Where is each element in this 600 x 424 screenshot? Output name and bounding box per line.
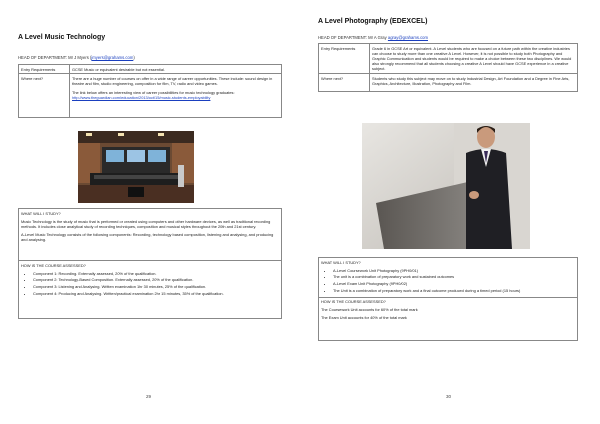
music-guardian-link[interactable]: http://www.theguardian.com/education/2013/oct/15/music-students-employability: [72, 95, 211, 101]
music-study-box: [18, 208, 282, 319]
photo-what-heading: WHAT WILL I STUDY?: [321, 259, 361, 265]
photo-hod-email[interactable]: agray@grahams.com: [387, 35, 428, 40]
music-hod-label: HEAD OF DEPARTMENT: Mr J Myers: [18, 55, 89, 60]
music-what-p2: A-Level Music Technology consists of the following components: Recording, technology based composition, listening and analysing, and producing and analysing.: [21, 232, 274, 243]
photo-study-box: [318, 257, 578, 341]
list-item: • A-Level Coursework Unit Photography (9PH0/01): [333, 268, 575, 273]
photo-assess-p2: The Exam Unit accounts for 40% of the total mark: [321, 315, 407, 321]
music-what-heading: WHAT WILL I STUDY?: [21, 210, 61, 216]
table-row: [19, 74, 282, 118]
photographer-image: [362, 123, 530, 249]
photo-hod-line: [318, 35, 428, 40]
photo-next-label: Where next?: [319, 74, 370, 92]
photo-hod-label: HEAD OF DEPARTMENT: Mr A Gray: [318, 35, 387, 40]
music-entry-text: GCSE Music or equivalent desirable but not essential.: [70, 65, 282, 74]
music-what-p1: Music Technology is the study of music that is performed or created using computers and other hardware devices, as well as traditional recording methods. It includes close analytical study of recording techniques, composition and musical styles throughout the 20th and 21st century.: [21, 218, 271, 229]
list-item: • The unit is a combination of preparatory work and sustained outcomes: [333, 274, 575, 279]
music-tech-title: A Level Music Technology: [18, 34, 106, 41]
photo-entry-label: Entry Requirements: [319, 44, 370, 74]
music-what-section: [19, 209, 281, 261]
photo-study-list: [321, 268, 575, 293]
table-row: [319, 74, 578, 92]
photography-photo: [362, 123, 530, 249]
music-info-table: [18, 64, 282, 118]
table-row: [319, 44, 578, 74]
list-item: • The Unit is a combination of preparatory work and a final outcome produced during a timed period (15 hours): [333, 288, 575, 293]
music-assess-heading: HOW IS THE COURSE ASSESSED?: [21, 262, 86, 268]
page-number-30: 30: [446, 394, 452, 399]
photo-assess-p1: The Coursework Unit accounts for 60% of the total mark: [321, 307, 418, 313]
music-studio-photo: [78, 131, 194, 203]
page-number-29: 29: [146, 394, 152, 399]
music-hod-email[interactable]: jmyers@grahams.com: [91, 55, 134, 60]
photography-title: A Level Photography (EDEXCEL): [318, 18, 428, 25]
music-next-text2: The link below offers an interesting view of career possibilities for music technology graduates:: [72, 90, 235, 96]
list-item: • Component 4: Producing and Analysing. Written/practical examination 2hr 15 minutes, 35% of the qualification.: [33, 291, 279, 296]
photo-assess-heading: HOW IS THE COURSE ASSESSED?: [321, 299, 386, 305]
photo-entry-text: Grade 6 in GCSE Art or equivalent. A Level students who are focused on a future path within the creative industries can choose to study more than one creative A Level. However, it is not possible to study both Photography and Graphic Communication and students would be required to make a choice between these two disciplines. We would also strongly recommend that all students choosing a creative A Level should have GCSE experience in a creative subject.: [370, 44, 578, 74]
music-next-cell: [70, 74, 282, 118]
photo-assess-section: [319, 298, 577, 326]
music-next-label: Where next?: [19, 74, 70, 118]
photo-next-text: Students who study this subject may move on to study Industrial Design, Art Foundation and a Degree in Fine Arts, Graphics, Architecture, Illustration, Photography and Film.: [370, 74, 578, 92]
list-item: • A-Level Exam Unit Photography (9PH0/02): [333, 281, 575, 286]
music-components-list: [21, 271, 279, 296]
music-entry-label: Entry Requirements: [19, 65, 70, 74]
list-item: • Component 3: Listening and Analysing. Written examination 1hr 30 minutes, 25% of the qualification.: [33, 284, 279, 289]
photo-what-section: [319, 258, 577, 298]
page-30: [300, 0, 600, 424]
music-next-text: There are a huge number of courses on offer in a wide range of career opportunities. These include: sound design in theatre and film, studio engineering, composition for film, TV, radio and video games.: [72, 75, 273, 86]
list-item: • Component 1: Recording. Externally assessed, 20% of the qualification.: [33, 271, 279, 276]
table-row: [19, 65, 282, 74]
music-assess-section: [19, 261, 281, 299]
music-hod-line: HEAD OF DEPARTMENT: Mr J Myers (jmyers@grahams.com): [18, 55, 135, 60]
photo-info-table: [318, 43, 578, 92]
studio-image: [78, 131, 194, 203]
list-item: • Component 2: Technology-Based Composition. Externally assessed, 20% of the qualification.: [33, 277, 279, 282]
